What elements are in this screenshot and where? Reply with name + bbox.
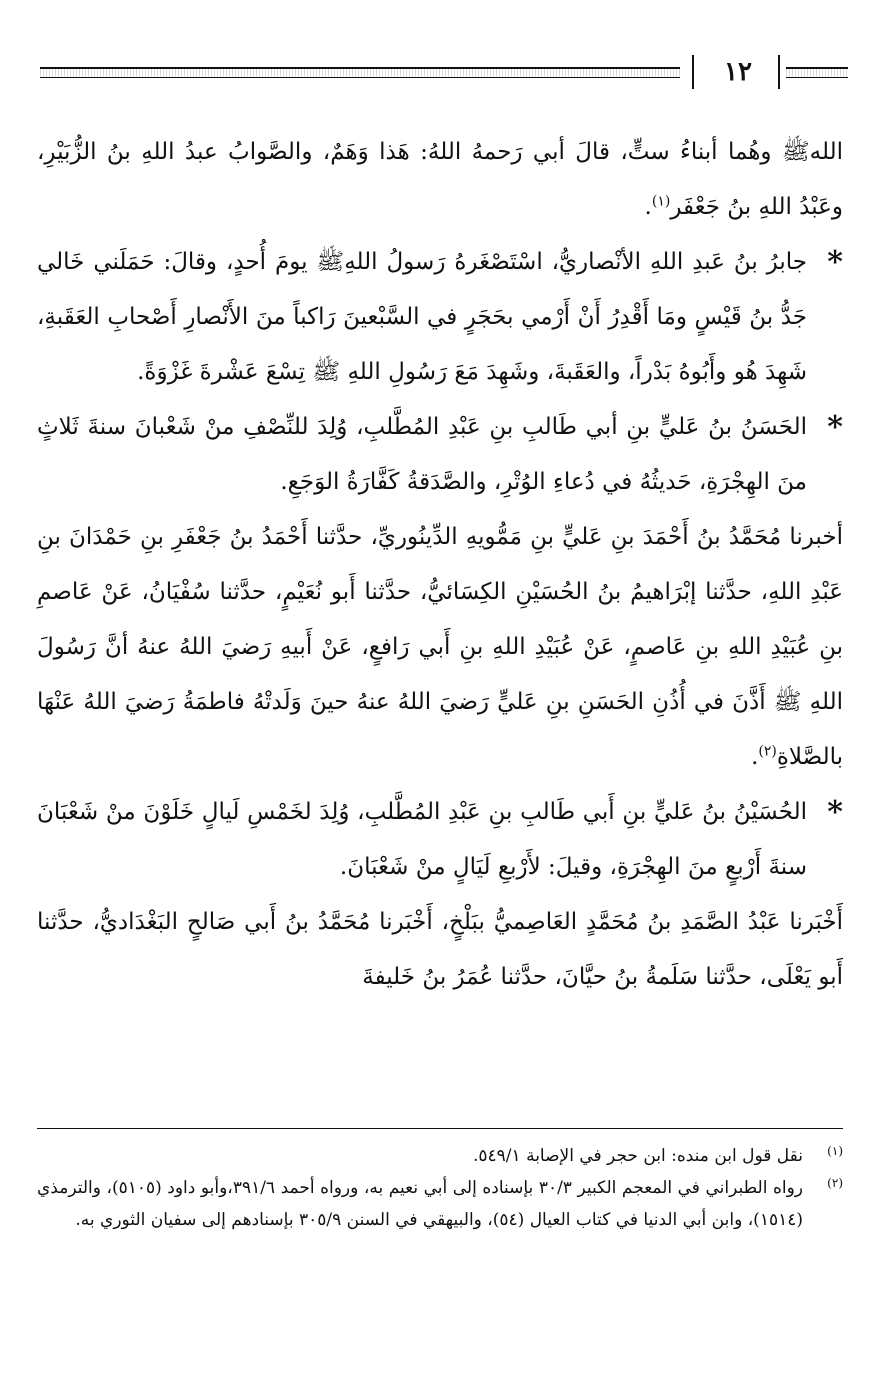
footnote-reference-2: (٢) — [758, 743, 777, 760]
footnote-number: (١) — [827, 1144, 843, 1158]
continuation-end: . — [644, 194, 652, 220]
isnad-paragraph-1 — [37, 510, 843, 785]
isnad-paragraph-2 — [37, 895, 843, 1005]
entry-text: جابرُ بنُ عَبدِ اللهِ الأنْصاريُّ، اسْتَصْغَرهُ رَسولُ اللهِﷺ يومَ أُحدٍ، وقالَ: حَمَلَني خَالي جَدُّ بنُ قَيْسٍ ومَا أَقْدِرُ أَنْ أَرْمي بحَجَرٍ في السَّبْعينَ رَاكباً منَ الأَنْصارِ أَصْحابِ العَقَبةِ، شَهِدَ هُو وأَبُوهُ بَدْراً، والعَقَبةَ، وشَهِدَ مَعَ رَسُولِ اللهِ ﷺ تِسْعَ عَشْرةَ غَزْوَةً. — [37, 249, 807, 385]
entry-jabir — [37, 235, 843, 400]
entry-hasan — [37, 400, 843, 510]
header-rule-left — [40, 67, 680, 78]
footnote-2 — [37, 1172, 843, 1236]
isnad-text: أخبرنا مُحَمَّدُ بنُ أَحْمَدَ بنِ عَليٍّ بنِ مَمُّويهِ الدِّينُوريِّ، حدَّثنا أَحْمَدُ بنُ جَعْفَرِ بنِ حَمْدَانَ بنِ عَبْدِ اللهِ، حدَّثنا إبْرَاهيمُ بنُ الحُسَيْنِ الكِسَائيُّ، حدَّثنا أَبو نُعَيْمٍ، حدَّثنا سُفْيَانُ، عَنْ عَاصمِ بنِ عُبَيْدِ اللهِ بنِ عَاصمٍ، عَنْ عُبَيْدِ اللهِ بنِ أَبي رَافعٍ، عَنْ أَبيهِ رَضيَ اللهُ عنهُ أنَّ رَسُولَ اللهِ ﷺ أَذَّنَ في أُذُنِ الحَسَنِ بنِ عَليٍّ رَضيَ اللهُ عنهُ حينَ وَلَدتْهُ فاطمَةُ رَضيَ اللهُ عَنْهَا بالصَّلاةِ — [37, 524, 843, 770]
page-number: ١٢ — [724, 57, 752, 87]
entry-star-icon: * — [827, 795, 843, 830]
footnote-number: (٢) — [827, 1176, 843, 1190]
footnote-text: نقل قول ابن منده: ابن حجر في الإصابة ٥٤٩/١. — [473, 1146, 803, 1166]
entry-star-icon: * — [827, 245, 843, 280]
entry-star-icon: * — [827, 410, 843, 445]
footnote-reference-1: (١) — [651, 193, 671, 210]
header-rule-right — [786, 67, 848, 78]
footnote-text: رواه الطبراني في المعجم الكبير ٣٠/٣ بإسناده إلى أبي نعيم به، ورواه أحمد ٣٩١/٦،وأبو داود (٥١٠٥)، والترمذي (١٥١٤)، وابن أبي الدنيا في كتاب العيال (٥٤)، والبيهقي في السنن ٣٠٥/٩ بإسنادهم إلى سفيان الثوري به. — [37, 1178, 803, 1230]
footnote-1 — [37, 1140, 843, 1172]
entry-text: الحَسَنُ بنُ عَليٍّ بنِ أبي طَالبِ بنِ عَبْدِ المُطَّلبِ، وُلِدَ للنِّصْفِ منْ شَعْبانَ سنةَ ثَلاثٍ منَ الهِجْرَةِ، حَديثُهُ في دُعاءِ الوُتْرِ، والصَّدَقةُ كَفَّارَةُ الوَجَعِ. — [37, 414, 807, 495]
footnote-divider — [37, 1128, 843, 1129]
header-separator-right — [778, 55, 780, 89]
main-text — [37, 125, 843, 1005]
page-header — [40, 55, 848, 95]
entry-text: الحُسَيْنُ بنُ عَليٍّ بنِ أَبي طَالبِ بنِ عَبْدِ المُطَّلبِ، وُلِدَ لخَمْسِ لَيالٍ خَلَوْنَ منْ شَعْبَانَ سنةَ أَرْبعٍ منَ الهِجْرَةِ، وقيلَ: لأَرْبعِ لَيَالٍ منْ شَعْبَانَ. — [37, 799, 807, 880]
continuation-paragraph — [37, 125, 843, 235]
isnad-text: أَخْبَرنا عَبْدُ الصَّمَدِ بنُ مُحَمَّدٍ العَاصِميُّ ببَلْخٍ، أَخْبَرنا مُحَمَّدُ بنُ أَبي صَالحٍ البَغْدَاديُّ، حدَّثنا أَبو يَعْلَى، حدَّثنا سَلَمةُ بنُ حيَّانَ، حدَّثنا عُمَرُ بنُ خَليفةَ — [37, 909, 843, 990]
entry-husayn — [37, 785, 843, 895]
header-separator-left — [692, 55, 694, 89]
footnotes — [37, 1140, 843, 1236]
isnad-end: . — [751, 744, 759, 770]
continuation-text: اللهﷺ وهُما أبناءُ ستٍّ، قالَ أبي رَحمهُ اللهُ: هَذا وَهَمٌ، والصَّوابُ عبدُ اللهِ بنُ الزُّبَيْرِ، وعَبْدُ اللهِ بنُ جَعْفَر — [37, 139, 843, 220]
